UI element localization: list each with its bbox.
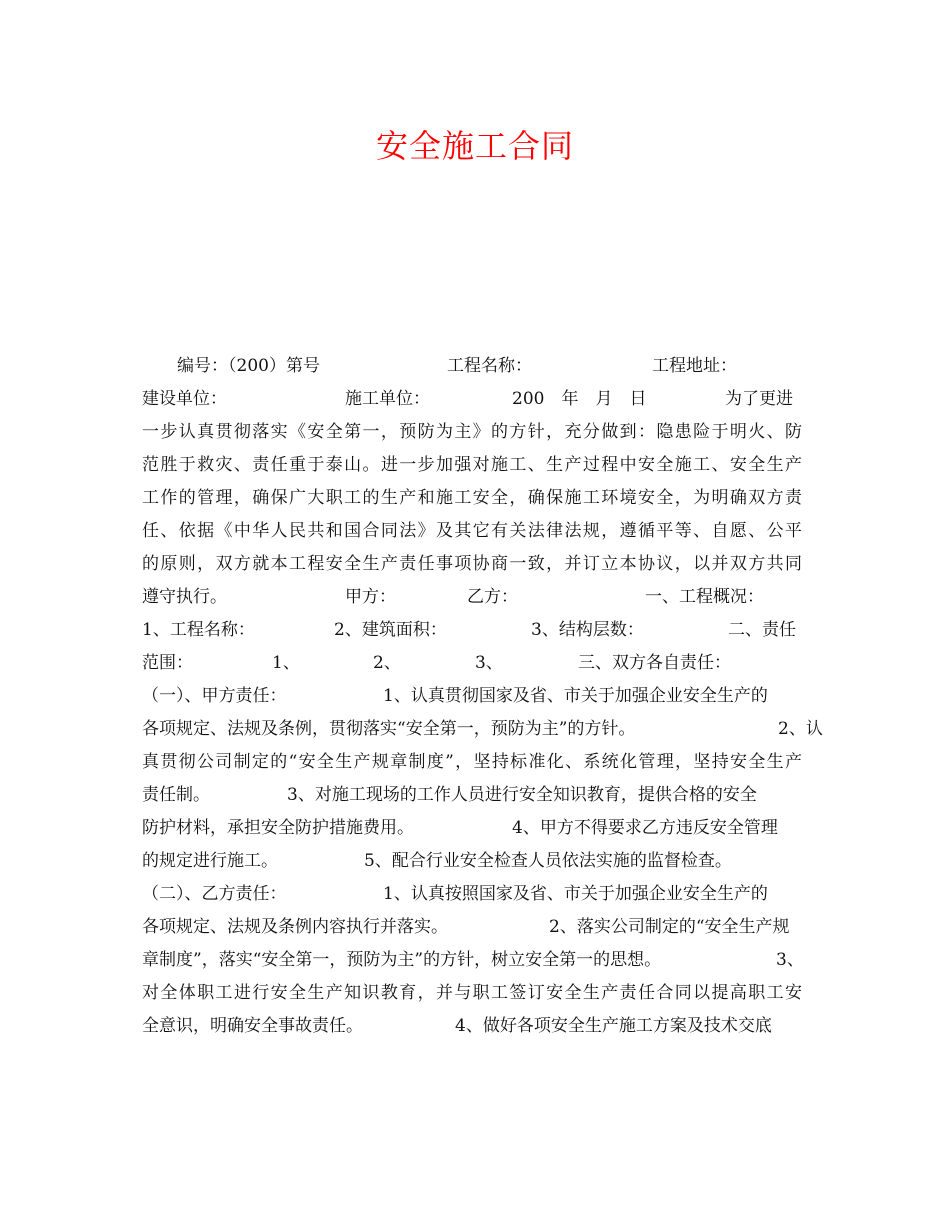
document-title: 安全施工合同 [375,127,574,165]
text-segment: 工程名称： [447,356,532,376]
text-segment: 4、甲方不得要求乙方违反安全管理 [512,818,778,838]
text-segment: 二、责任 [728,620,796,640]
text-line [142,548,812,581]
text-line [142,647,812,680]
document-body [142,350,823,1043]
text-segment: 各项规定、法规及条例，贯彻落实“安全第一，预防为主”的方针。 [142,719,636,739]
text-segment: 一步认真贯彻落实《安全第一，预防为主》的方针，充分做到：隐患险于明火、防 [142,422,802,442]
text-segment: 遵守执行。 [142,587,227,607]
text-segment: 2、认 [778,719,823,739]
text-segment: 对全体职工进行安全生产知识教育，并与职工签订安全生产责任合同以提高职工安 [142,983,802,1003]
text-segment: 工作的管理，确保广大职工的生产和施工安全，确保施工环境安全，为明确双方责 [142,488,802,508]
text-line [142,680,812,713]
text-line [142,449,812,482]
text-line [142,713,823,746]
text-segment: 2、落实公司制定的“安全生产规 [549,917,790,937]
text-line [142,944,812,977]
text-segment: 三、双方各自责任： [578,653,731,673]
text-line [142,416,812,449]
text-segment: 的原则，双方就本工程安全生产责任事项协商一致，并订立本协议，以并双方共同 [142,554,802,574]
text-segment: 范胜于救灾、责任重于泰山。进一步加强对施工、生产过程中安全施工、安全生产 [142,455,802,475]
text-segment: 1、工程名称： [142,620,255,640]
text-segment: 5、配合行业安全检查人员依法实施的监督检查。 [364,851,732,871]
text-segment: 1、认真贯彻国家及省、市关于加强企业安全生产的 [383,686,768,706]
text-line [142,614,812,647]
text-line [142,515,812,548]
text-segment: 2、 [373,653,401,673]
text-segment: 章制度”，落实“安全第一，预防为主”的方针，树立安全第一的思想。 [142,950,662,970]
text-segment: 为了更进 [725,389,793,409]
text-segment: 工程地址： [652,356,737,376]
text-segment: 4、做好各项安全生产施工方案及技术交底 [455,1016,772,1036]
text-segment: 防护材料，承担安全防护措施费用。 [142,818,414,838]
text-segment: 范围： [142,653,193,673]
text-line [142,482,812,515]
text-segment: 真贯彻公司制定的“安全生产规章制度”，坚持标准化、系统化管理，坚持安全生产 [142,752,802,772]
text-segment: 3、对施工现场的工作人员进行安全知识教育，提供合格的安全 [287,785,757,805]
text-segment: 建设单位： [142,389,227,409]
text-segment: 1、 [272,653,300,673]
text-segment: 一、工程概况： [645,587,764,607]
text-segment: 200 年 月 日 [512,389,647,409]
text-line [142,812,812,845]
text-line [142,911,812,944]
text-line [142,746,812,779]
text-line [142,350,812,383]
text-segment: 3、 [475,653,503,673]
text-segment: 编号：（200）第号 [177,356,320,376]
text-line [142,383,812,416]
text-line [142,845,812,878]
text-segment: 乙方： [467,587,518,607]
text-segment: 的规定进行施工。 [142,851,278,871]
text-segment: 甲方： [345,587,396,607]
text-line [142,581,812,614]
text-line [142,1010,812,1043]
text-segment: 任、依据《中华人民共和国合同法》及其它有关法律法规，遵循平等、自愿、公平 [142,521,802,541]
text-segment: 施工单位： [345,389,430,409]
text-segment: （二）、乙方责任： [142,884,287,904]
text-segment: 1、认真按照国家及省、市关于加强企业安全生产的 [383,884,768,904]
text-segment: 各项规定、法规及条例内容执行并落实。 [142,917,448,937]
text-segment: （一）、甲方责任： [142,686,287,706]
text-segment: 2、建筑面积： [334,620,447,640]
text-line [142,878,812,911]
text-line [142,779,812,812]
text-line [142,977,812,1010]
text-segment: 3、结构层数： [531,620,644,640]
text-segment: 责任制。 [142,785,210,805]
text-segment: 全意识，明确安全事故责任。 [142,1016,363,1036]
text-segment: 3、 [776,950,804,970]
